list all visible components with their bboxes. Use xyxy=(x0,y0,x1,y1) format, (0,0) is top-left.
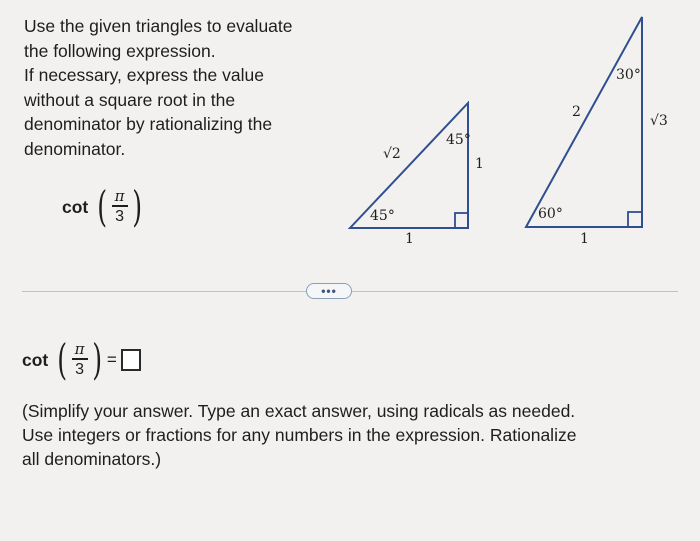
left-paren: ( xyxy=(97,182,108,231)
left-paren: ( xyxy=(57,335,68,384)
bottom-leg-label: 1 xyxy=(580,231,589,247)
bottom-angle-label: 60° xyxy=(538,206,563,222)
answer-expression xyxy=(22,335,141,384)
answer-input-box[interactable] xyxy=(121,349,141,371)
right-paren: ) xyxy=(91,335,102,384)
right-paren: ) xyxy=(131,182,142,231)
equals-sign: = xyxy=(106,350,117,369)
bottom-leg-label: 1 xyxy=(405,231,414,247)
note-line: Use integers or fractions for any numbers in the expression. Rationalize xyxy=(22,425,577,445)
hypotenuse-label: 2 xyxy=(572,104,581,120)
fraction-denominator: 3 xyxy=(75,360,85,378)
top-angle-label: 30° xyxy=(616,67,641,83)
instruction-line: denominator. xyxy=(24,138,126,159)
right-angle-marker xyxy=(455,213,468,228)
triangle-30-60-90 xyxy=(526,17,668,247)
right-leg-label: 1 xyxy=(475,156,484,172)
instruction-line: the following expression. xyxy=(24,40,216,61)
triangle-45-shape xyxy=(350,103,468,228)
instruction-line: denominator by rationalizing the xyxy=(24,114,273,134)
fraction-numerator: π xyxy=(114,187,125,206)
note-line: all denominators.) xyxy=(22,449,162,469)
triangle-30-60-shape xyxy=(526,17,642,227)
function-name: cot xyxy=(62,196,89,217)
fraction xyxy=(72,340,88,380)
instruction-line: without a square root in the xyxy=(24,89,236,110)
top-angle-label: 45° xyxy=(446,132,471,148)
triangle-45-45-90 xyxy=(350,103,484,247)
answer-instructions xyxy=(22,399,682,471)
fraction-denominator: 3 xyxy=(115,207,125,225)
instruction-line: If necessary, express the value xyxy=(24,65,264,85)
parenthesized-fraction xyxy=(54,335,105,384)
note-line: (Simplify your answer. Type an exact answer, using radicals as needed. xyxy=(22,401,576,421)
fraction-numerator: π xyxy=(74,340,85,359)
bottom-angle-label: 45° xyxy=(370,208,395,224)
function-name: cot xyxy=(22,349,49,370)
right-leg-label: √3 xyxy=(650,113,668,129)
right-angle-marker xyxy=(628,212,642,227)
instruction-line: Use the given triangles to evaluate xyxy=(24,16,293,36)
expand-more-button[interactable]: ••• xyxy=(306,283,352,299)
hypotenuse-label: √2 xyxy=(383,146,401,162)
